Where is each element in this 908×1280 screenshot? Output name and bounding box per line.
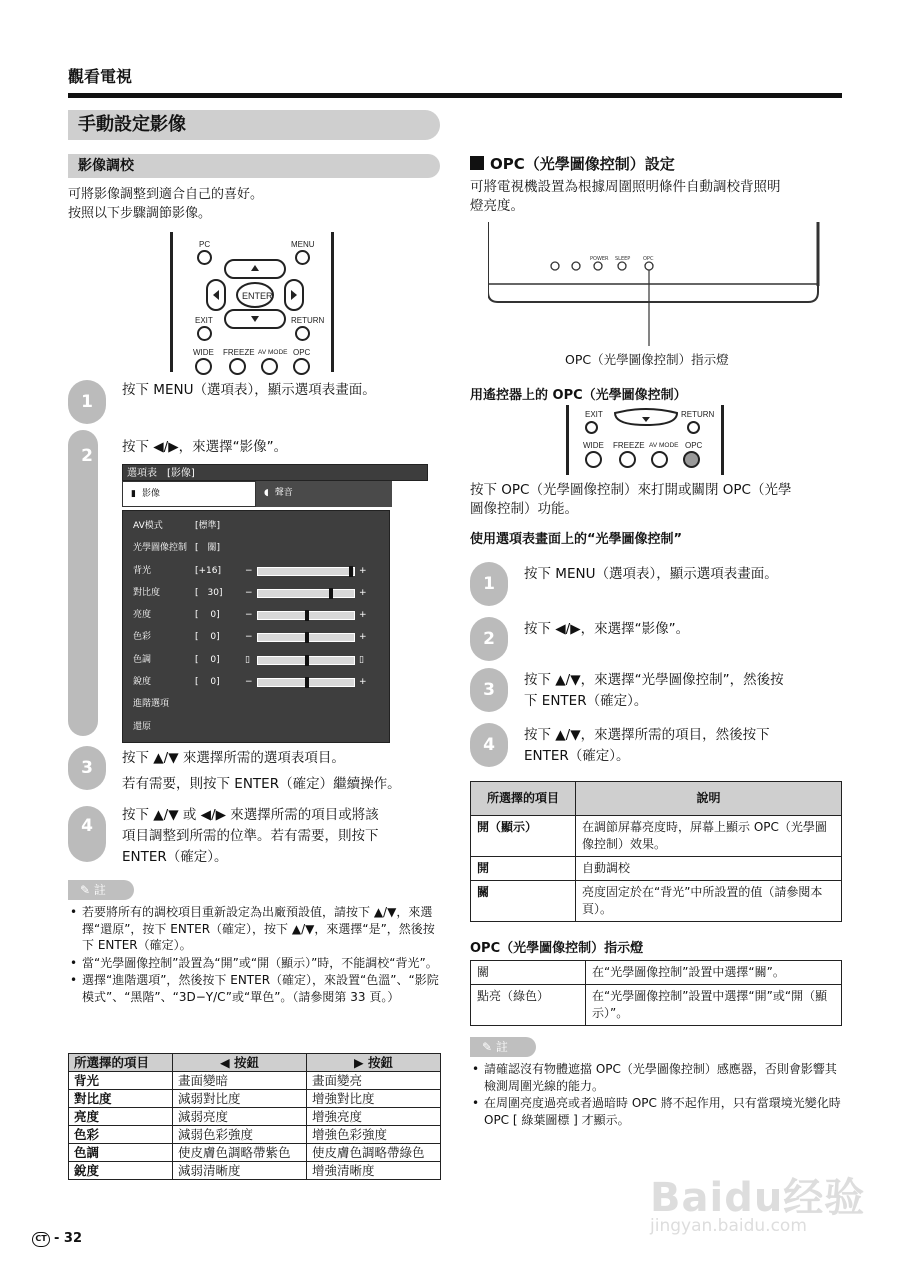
header-rule	[68, 93, 842, 98]
slider-knob[interactable]	[305, 655, 309, 666]
table-row	[471, 857, 842, 881]
step-4-text	[122, 805, 444, 868]
avmode-button[interactable]	[261, 358, 278, 375]
page-number: - 32	[54, 1231, 83, 1246]
level-slider[interactable]	[257, 567, 355, 576]
adjust-table	[68, 1053, 441, 1180]
step-number: 3	[470, 668, 508, 712]
menu-row-name: 背光	[133, 565, 152, 576]
menu-row[interactable]	[123, 671, 389, 693]
desc-cell: 畫面變暗	[173, 1072, 307, 1090]
desc-cell: 增強亮度	[307, 1108, 441, 1126]
intro-line: 可將影像調整到適合自己的喜好。	[68, 187, 264, 202]
return-button[interactable]	[687, 421, 700, 434]
left-notes	[68, 904, 442, 1006]
remote-desc	[470, 481, 844, 519]
opc-step-4-line: ENTER（確定）。	[524, 748, 630, 764]
table-row	[471, 816, 842, 857]
opc-table	[470, 781, 842, 922]
menu-row-value: [ 0]	[195, 677, 220, 688]
tv-illustration	[488, 222, 824, 350]
item-cell: 開（顯示）	[471, 816, 576, 857]
step-number: 1	[68, 380, 106, 424]
table-row	[69, 1144, 441, 1162]
menu-row-value: [ 0]	[195, 632, 220, 643]
speaker-icon: ◖	[264, 488, 269, 498]
tab-picture[interactable]	[122, 481, 256, 507]
exit-label: EXIT	[195, 316, 213, 325]
menu-row[interactable]	[123, 626, 389, 648]
opc-label: OPC	[293, 348, 311, 357]
note-item: • 當“光學圖像控制”設置為“開”或“開（顯示）”時，不能調校“背光”。	[68, 955, 442, 972]
item-cell: 背光	[69, 1072, 173, 1090]
power-led	[551, 262, 559, 270]
return-label: RETURN	[681, 410, 715, 419]
opc-label: OPC	[685, 441, 703, 450]
menu-row-name: 還原	[133, 721, 152, 732]
opc-title	[470, 153, 675, 174]
menu-row-name: 色調	[133, 654, 152, 665]
exit-button[interactable]	[197, 326, 212, 341]
slider-knob[interactable]	[305, 677, 309, 688]
plus-icon: +	[359, 565, 367, 576]
picture-icon: ▮	[131, 489, 136, 499]
slider-knob[interactable]	[305, 610, 309, 621]
item-cell: 色調	[69, 1144, 173, 1162]
level-slider[interactable]	[257, 611, 355, 620]
menu-row-value: [ 30]	[195, 587, 223, 598]
sub-title: 影像調校	[68, 154, 440, 178]
tab-audio[interactable]	[256, 481, 392, 507]
slider-knob[interactable]	[329, 588, 333, 599]
opc-desc-line: 燈亮度。	[470, 198, 524, 214]
wide-button[interactable]	[195, 358, 212, 375]
section-header: 觀看電視	[68, 67, 133, 86]
menu-row[interactable]	[123, 649, 389, 671]
col-header: ▶ 按鈕	[307, 1054, 441, 1072]
opc-step-4-line: 按下 ▲/▼，來選擇所需的項目，然後按下	[524, 727, 770, 743]
step-number: 3	[68, 746, 106, 790]
plus-icon: +	[359, 632, 367, 643]
table-row	[471, 961, 842, 985]
tv-caption: OPC（光學圖像控制）指示燈	[565, 352, 729, 367]
minus-icon: ▯	[245, 654, 250, 665]
opc-step-1-text: 按下 MENU（選項表），顯示選項表畫面。	[524, 566, 778, 582]
step-number: 2	[81, 446, 93, 466]
main-title: 手動設定影像	[68, 110, 440, 140]
menu-row-value: [標準]	[195, 521, 221, 531]
menu-row-name: 銳度	[133, 677, 152, 688]
down-key	[611, 407, 681, 429]
item-cell: 亮度	[69, 1108, 173, 1126]
menu-header: 選項表 [影像]	[122, 464, 428, 481]
step-3-line: 按下 ▲/▼ 來選擇所需的選項表項目。	[122, 750, 345, 766]
table-row	[69, 1090, 441, 1108]
note-item: • 請確認沒有物體遮擋 OPC（光學圖像控制）感應器，否則會影響其檢測周圍光線的能力。	[470, 1061, 844, 1094]
menu-row[interactable]	[123, 537, 389, 559]
note-badge	[68, 880, 134, 900]
freeze-button[interactable]	[229, 358, 246, 375]
opc-step-3-text	[524, 670, 844, 712]
step-3-text	[122, 748, 444, 795]
opc-step-2-text: 按下 ◀/▶，來選擇“影像”。	[524, 621, 690, 637]
return-label: RETURN	[291, 316, 325, 325]
step-3-line: 若有需要，則按下 ENTER（確定）繼續操作。	[122, 776, 401, 792]
step-number: 2	[470, 617, 508, 661]
minus-icon: −	[245, 565, 253, 576]
note-label: 註	[495, 1040, 508, 1054]
freeze-label: FREEZE	[223, 348, 255, 357]
freeze-button[interactable]	[619, 451, 636, 468]
opc-title-text: OPC（光學圖像控制）設定	[490, 155, 675, 173]
table-row	[69, 1126, 441, 1144]
menu-row-value: [+16]	[195, 565, 222, 576]
desc-cell: 亮度固定於在“背光”中所設置的值（請參閱本頁）。	[576, 881, 842, 922]
menu-osd	[122, 464, 428, 743]
state-cell: 關	[471, 961, 586, 985]
menu-row[interactable]	[123, 560, 389, 582]
desc-cell: 增強對比度	[307, 1090, 441, 1108]
menu-row[interactable]	[123, 515, 389, 537]
step-2-bar	[68, 430, 98, 736]
indicator-table	[470, 960, 842, 1026]
desc-cell: 畫面變亮	[307, 1072, 441, 1090]
menu-row-value: [ 0]	[195, 610, 220, 621]
menu-row-value: [ 0]	[195, 654, 220, 665]
col-header: 所選擇的項目	[69, 1054, 173, 1072]
col-header: 所選擇的項目	[471, 782, 576, 816]
note-item: • 若要將所有的調校項目重新設定為出廠預設值，請按下 ▲/▼，來選擇“還原”，按下 ENTER（確定），按下 ▲/▼，來選擇“是”，然後按下 ENTER（確定）。	[68, 904, 442, 954]
level-slider[interactable]	[257, 678, 355, 687]
step-number: 4	[68, 806, 106, 862]
minus-icon: −	[245, 677, 253, 688]
col-header: 說明	[576, 782, 842, 816]
item-cell: 色彩	[69, 1126, 173, 1144]
plus-icon: ▯	[359, 654, 364, 665]
menu-row[interactable]	[123, 582, 389, 604]
intro-line: 按照以下步驟調節影像。	[68, 206, 212, 221]
remote-section-title: 用遙控器上的 OPC（光學圖像控制）	[470, 388, 687, 403]
desc-cell: 減弱清晰度	[173, 1162, 307, 1180]
table-row	[471, 985, 842, 1026]
menu-section-title: 使用選項表畫面上的“光學圖像控制”	[470, 532, 683, 547]
slider-knob[interactable]	[305, 632, 309, 643]
wide-button[interactable]	[585, 451, 602, 468]
menu-row-name: 進階選項	[133, 699, 170, 710]
note-icon: ✎	[80, 883, 91, 897]
desc-cell: 增強清晰度	[307, 1162, 441, 1180]
enter-label: ENTER	[242, 291, 273, 301]
menu-row[interactable]	[123, 604, 389, 626]
level-slider[interactable]	[257, 656, 355, 665]
remote-opc-illustration	[566, 405, 724, 475]
menu-label: MENU	[291, 240, 315, 249]
opc-button[interactable]	[293, 358, 310, 375]
step-1-text: 按下 MENU（選項表），顯示選項表畫面。	[122, 382, 376, 398]
minus-icon: −	[245, 610, 253, 621]
note-icon: ✎	[482, 1040, 493, 1054]
wide-label: WIDE	[583, 441, 604, 450]
tv-opc-label: OPC	[643, 256, 654, 262]
level-slider[interactable]	[257, 633, 355, 642]
avmode-label: AV MODE	[258, 349, 288, 356]
return-button[interactable]	[295, 326, 310, 341]
desc-cell: 使皮膚色調略帶紫色	[173, 1144, 307, 1162]
exit-button[interactable]	[585, 421, 598, 434]
opc-notes	[470, 1061, 844, 1129]
page-badge: CT	[32, 1232, 50, 1247]
level-slider[interactable]	[257, 589, 355, 598]
state-cell: 點亮（綠色）	[471, 985, 586, 1026]
minus-icon: −	[245, 632, 253, 643]
tab-picture-label: 影像	[141, 489, 160, 499]
desc-cell: 增強色彩強度	[307, 1126, 441, 1144]
menu-body	[122, 510, 390, 743]
freeze-label: FREEZE	[613, 441, 645, 450]
menu-row[interactable]	[123, 716, 389, 738]
step-2-text: 按下 ◀/▶，來選擇“影像”。	[122, 439, 288, 455]
note-item: • 選擇“進階選項”，然後按下 ENTER（確定），來設置“色溫”、“影院模式”、“黑階”、“3D−Y/C”或“單色”。（請參閱第 33 頁。）	[68, 972, 442, 1005]
step-number: 1	[470, 562, 508, 606]
menu-row-name: 亮度	[133, 610, 152, 621]
sleep-led	[572, 262, 580, 270]
step-4-line: ENTER（確定）。	[122, 849, 228, 865]
plus-icon: +	[359, 587, 367, 598]
menu-row-name: 色彩	[133, 632, 152, 643]
desc-cell: 自動調校	[576, 857, 842, 881]
remote-desc-line: 圖像控制）功能。	[470, 501, 578, 517]
desc-cell: 減弱對比度	[173, 1090, 307, 1108]
col-header: ◀ 按鈕	[173, 1054, 307, 1072]
table-row	[69, 1108, 441, 1126]
remote-illustration	[170, 232, 334, 372]
watermark-brand: Baidu经验	[650, 1175, 866, 1221]
pc-label: PC	[199, 240, 211, 249]
plus-icon: +	[359, 610, 367, 621]
opc-led	[645, 262, 653, 270]
wide-label: WIDE	[193, 348, 214, 357]
desc-cell: 使皮膚色調略帶綠色	[307, 1144, 441, 1162]
note-badge	[470, 1037, 536, 1057]
menu-row[interactable]	[123, 693, 389, 715]
tv-power-label: POWER	[590, 256, 609, 262]
note-item: • 在周圍亮度過亮或者過暗時 OPC 將不起作用，只有當環境光變化時 OPC [ 綠葉圖標 ] 才顯示。	[470, 1095, 844, 1128]
opc-desc	[470, 178, 844, 216]
item-cell: 銳度	[69, 1162, 173, 1180]
tv-sleep-label: SLEEP	[615, 256, 631, 262]
minus-icon: −	[245, 587, 253, 598]
exit-label: EXIT	[585, 410, 603, 419]
desc-cell: 減弱色彩強度	[173, 1126, 307, 1144]
desc-cell: 在“光學圖像控制”設置中選擇“關”。	[586, 961, 842, 985]
opc-step-4-text	[524, 725, 844, 767]
table-row	[69, 1162, 441, 1180]
opc-desc-line: 可將電視機設置為根據周圍照明條件自動調校背照明	[470, 179, 781, 195]
watermark-url: jingyan.baidu.com	[650, 1216, 807, 1236]
desc-cell: 在調節屏幕亮度時，屏幕上顯示 OPC（光學圖像控制）效果。	[576, 816, 842, 857]
remote-desc-line: 按下 OPC（光學圖像控制）來打開或關閉 OPC（光學	[470, 482, 792, 498]
table-row	[471, 881, 842, 922]
opc-step-3-line: 按下 ▲/▼，來選擇“光學圖像控制”，然後按	[524, 672, 784, 688]
avmode-button[interactable]	[651, 451, 668, 468]
menu-row-value: [ 關]	[195, 543, 221, 554]
indicator-title: OPC（光學圖像控制）指示燈	[470, 941, 644, 956]
step-number: 4	[470, 723, 508, 767]
menu-row-name: 光學圖像控制	[133, 543, 188, 554]
table-row	[69, 1072, 441, 1090]
menu-row-name: 對比度	[133, 587, 161, 598]
plus-icon: +	[359, 677, 367, 688]
step-4-line: 項目調整到所需的位準。若有需要，則按下	[122, 828, 379, 844]
note-label: 註	[93, 883, 106, 897]
item-cell: 對比度	[69, 1090, 173, 1108]
tab-audio-label: 聲音	[274, 488, 293, 498]
item-cell: 開	[471, 857, 576, 881]
intro-text	[68, 185, 438, 223]
avmode-label: AV MODE	[649, 442, 679, 449]
opc-button[interactable]	[683, 451, 700, 468]
item-cell: 關	[471, 881, 576, 922]
step-4-line: 按下 ▲/▼ 或 ◀/▶ 來選擇所需的項目或將該	[122, 807, 379, 823]
square-bullet-icon	[470, 156, 484, 170]
slider-knob[interactable]	[349, 566, 353, 577]
desc-cell: 在“光學圖像控制”設置中選擇“開”或“開（顯示）”。	[586, 985, 842, 1026]
menu-row-name: AV模式	[133, 521, 163, 531]
desc-cell: 減弱亮度	[173, 1108, 307, 1126]
opc-step-3-line: 下 ENTER（確定）。	[524, 693, 648, 709]
